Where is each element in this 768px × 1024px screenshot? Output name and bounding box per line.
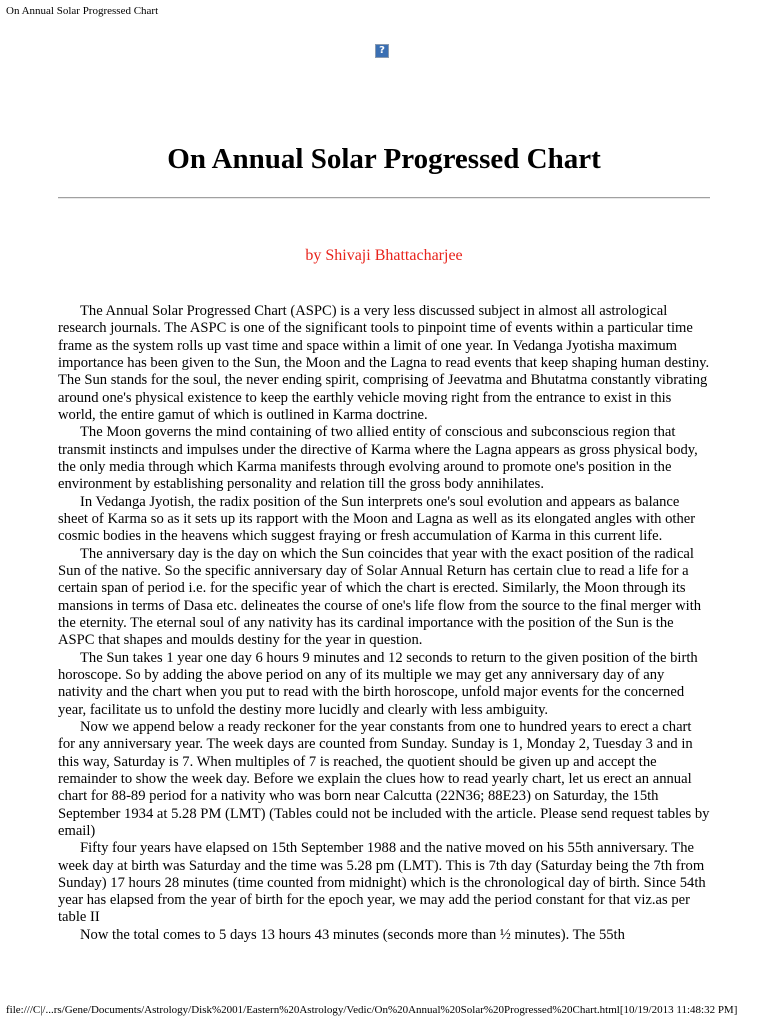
- paragraph: The Moon governs the mind containing of two allied entity of conscious and subconscious region that transmit instincts and impulses under the directive of Karma where the Lagna appears as gross physical body, the only media through which Karma manifests through evolving around to promote one's position in the environment by establishing personality and relation till the gross body annihilates.: [58, 424, 698, 493]
- page-footer-url: file:///C|/...rs/Gene/Documents/Astrology/Disk%2001/Eastern%20Astrology/Vedic/On%20Annual%20Solar%20Progressed%20Chart.html[10/19/2013 11:48:32 PM]: [6, 1004, 738, 1016]
- image-placeholder-glyph: ?: [379, 45, 385, 56]
- article-body: [58, 303, 710, 944]
- page-header-title: On Annual Solar Progressed Chart: [6, 5, 159, 17]
- paragraph: Now we append below a ready reckoner for the year constants from one to hundred years to erect a chart for any anniversary year. The week days are counted from Sunday. Sunday is 1, Monday 2, Tuesday 3 and in this way, Saturday is 7. When multiples of 7 is reached, the quotient should be given up and accept the remainder to show the week day. Before we explain the clues how to read yearly chart, let us erect an annual chart for 88-89 period for a nativity who was born near Calcutta (22N36; 88E23) on Saturday, the 15th September 1934 at 5.28 PM (LMT) (Tables could not be included with the article. Please send request tables by email): [58, 718, 710, 839]
- paragraph: The Annual Solar Progressed Chart (ASPC) is a very less discussed subject in almost all astrological research journals. The ASPC is one of the significant tools to pinpoint time of events within a particular time frame as the system rolls up vast time and space within a limit of one year. In Vedanga Jyotisha maximum importance has been given to the Sun, the Moon and the Lagna to read events that keep shaping human destiny. The Sun stands for the soul, the never ending spirit, comprising of Jeevatma and Bhutatma constantly vibrating around one's physical existence to keep the earthly vehicle moving right from the entrance to exist in this world, the entire gamut of which is outlined in Karma doctrine.: [58, 303, 710, 423]
- paragraph: In Vedanga Jyotish, the radix position of the Sun interprets one's soul evolution and appears as balance sheet of Karma so as it sets up its rapport with the Moon and Lagna as well as its elongated angles with other cosmic bodies in the heavens which suggest fraying or fresh accumulation of Karma in this current life.: [58, 493, 696, 545]
- horizontal-rule: [58, 197, 710, 199]
- paragraph: Fifty four years have elapsed on 15th September 1988 and the native moved on his 55th anniversary. The week day at birth was Saturday and the time was 5.28 pm (LMT). This is 7th day (Saturday being the 7th from Sunday) 17 hours 28 minutes (time counted from midnight) which is the chronological day of birth. Since 54th year has elapsed from the year of birth for the epoch year, we may add the period constant for that viz.as per table II: [58, 840, 706, 926]
- paragraph: Now the total comes to 5 days 13 hours 43 minutes (seconds more than ½ minutes). The 55th: [80, 926, 625, 943]
- article-byline: by Shivaji Bhattacharjee: [305, 247, 463, 264]
- broken-image-icon: [375, 44, 389, 58]
- article-title: On Annual Solar Progressed Chart: [167, 143, 601, 175]
- paragraph: The anniversary day is the day on which the Sun coincides that year with the exact position of the radical Sun of the native. So the specific anniversary day of Solar Annual Return has certain clue to read a life for a certain span of period i.e. for the specific year of which the chart is erected. Similarly, the Moon through its mansions in terms of Dasa etc. delineates the course of one's life flow from the source to the final merger with the eternity. The eternal soul of any nativity has its cardinal importance with the position of the Sun is the ASPC that shapes and moulds destiny for the year in question.: [58, 545, 702, 649]
- paragraph: The Sun takes 1 year one day 6 hours 9 minutes and 12 seconds to return to the given position of the birth horoscope. So by adding the above period on any of its multiple we may get any anniversary day of any nativity and the chart when you put to read with the birth horoscope, unfold major events for the concerned year, facilitate us to unfold the destiny more lucidly and clearly with less ambiguity.: [58, 649, 698, 718]
